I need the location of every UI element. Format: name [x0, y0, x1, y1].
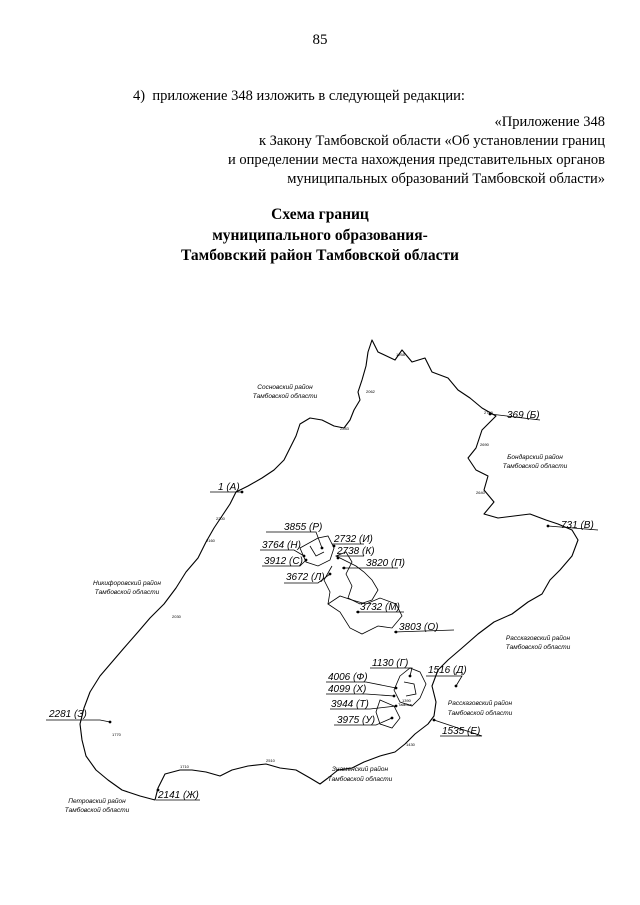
district-label: Тамбовской области	[252, 393, 318, 400]
district-label: Сосновский район	[257, 384, 313, 391]
point-label: 731 (В)	[561, 520, 594, 531]
item-number: 4)	[133, 88, 146, 104]
point-leader-lines	[46, 414, 598, 800]
title-line: Тамбовский район Тамбовской области	[180, 247, 459, 264]
title-line: муниципального образования-	[212, 226, 428, 244]
point-label: 3732 (М)	[360, 602, 401, 613]
point-label: 3764 (Н)	[262, 540, 301, 551]
svg-text:2062: 2062	[366, 389, 375, 394]
svg-text:1390: 1390	[402, 698, 411, 703]
neighbour-district-labels	[65, 383, 571, 814]
point-label: 4099 (Х)	[328, 684, 367, 695]
map-title	[0, 205, 640, 267]
point-label: 3855 (Р)	[284, 522, 323, 533]
item-text: приложение 348 изложить в следующей редакции:	[152, 88, 465, 104]
point-label: 1516 (Д)	[428, 665, 467, 676]
svg-text:1958: 1958	[396, 352, 405, 357]
annex-header	[45, 113, 605, 189]
svg-text:1430: 1430	[406, 742, 415, 747]
svg-text:2030: 2030	[172, 614, 181, 619]
point-label: 2732 (И)	[334, 534, 373, 545]
district-label: Тамбовской области	[447, 710, 513, 717]
svg-text:2200: 2200	[216, 516, 225, 521]
svg-text:2510: 2510	[266, 758, 275, 763]
point-label: 3912 (С)	[264, 556, 303, 567]
point-label: 4006 (Ф)	[328, 672, 368, 683]
page-number: 85	[312, 32, 328, 48]
svg-text:2160: 2160	[206, 538, 215, 543]
district-label: Никифоровский район	[93, 580, 161, 587]
district-label: Петровский район	[68, 798, 126, 805]
point-label: 1 (А)	[218, 482, 240, 493]
district-boundary-map	[0, 320, 640, 840]
svg-text:2690: 2690	[480, 442, 489, 447]
point-label: 369 (Б)	[507, 410, 540, 421]
city-label: Тамбов	[398, 702, 412, 707]
district-label: Знаменский район	[331, 766, 389, 773]
district-label: Тамбовской области	[505, 644, 571, 651]
svg-text:1710: 1710	[180, 764, 189, 769]
title-line: Схема границ	[271, 206, 369, 223]
district-label: Рассказовский район	[505, 635, 571, 642]
district-label: Тамбовской области	[94, 589, 160, 596]
point-label: 3944 (Т)	[331, 699, 369, 710]
annex-line: «Приложение 348	[494, 114, 605, 130]
district-label: Тамбовской области	[502, 463, 568, 470]
point-label: 2738 (К)	[337, 546, 375, 557]
district-label: Тамбовской области	[327, 776, 393, 783]
annex-line: и определении места нахождения представительных органов	[227, 152, 605, 168]
point-label: 3975 (У)	[337, 715, 376, 726]
point-label: 3672 (Л)	[286, 572, 325, 583]
point-label: 2141 (Ж)	[158, 790, 199, 801]
district-label: Бондарский район	[507, 454, 563, 461]
svg-text:1770: 1770	[112, 732, 121, 737]
point-label: 3803 (О)	[399, 622, 439, 633]
svg-text:2759: 2759	[484, 410, 493, 415]
district-label: Тамбовской области	[64, 807, 130, 814]
point-label: 1535 (Е)	[442, 726, 481, 737]
svg-text:2640: 2640	[476, 490, 485, 495]
point-label: 1130 (Г)	[372, 658, 409, 669]
district-outer-boundary	[80, 340, 578, 800]
point-label: 3820 (П)	[366, 558, 405, 569]
annex-line: муниципальных образований Тамбовской области»	[287, 171, 605, 187]
point-label: 2281 (З)	[49, 709, 87, 720]
boundary-point-markers	[109, 413, 550, 792]
amendment-item	[133, 88, 465, 105]
svg-text:2283: 2283	[340, 426, 349, 431]
district-label: Рассказовский район	[447, 700, 513, 707]
annex-line: к Закону Тамбовской области «Об установлении границ	[258, 133, 605, 149]
